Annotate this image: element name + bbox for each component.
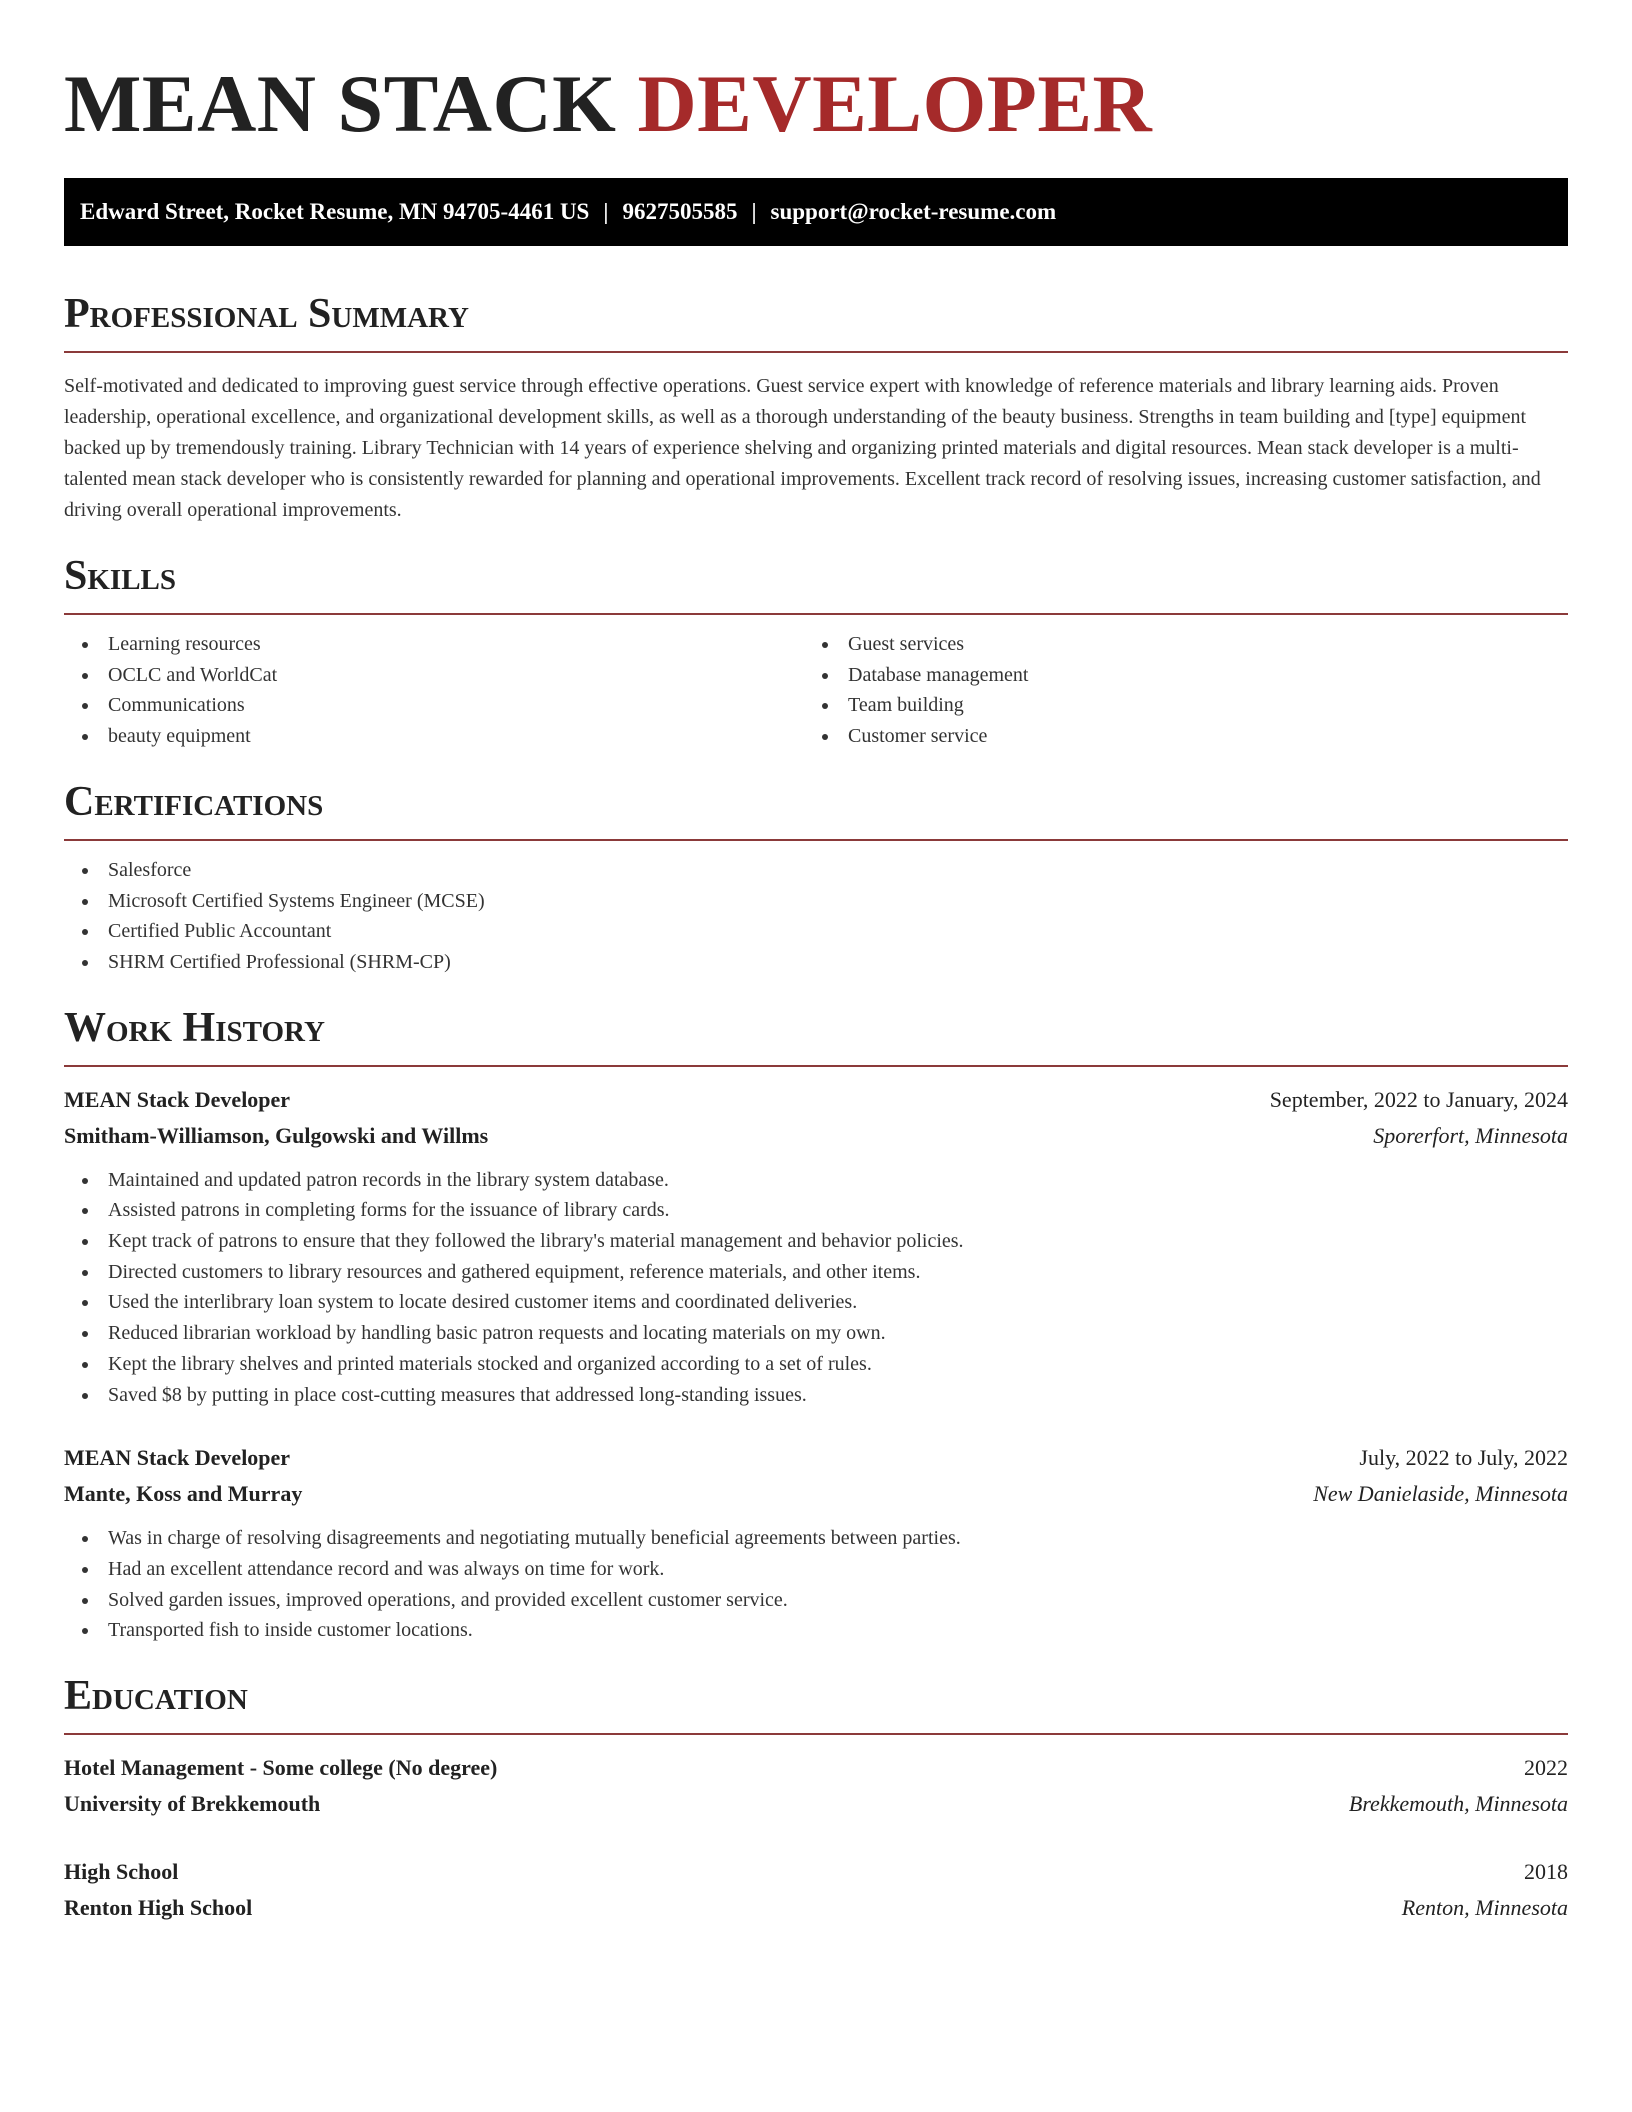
- job-header-row: [64, 1082, 1568, 1118]
- education-degree: High School: [64, 1859, 179, 1885]
- job-duty-item: Kept the library shelves and printed materials stocked and organized according to a set of rules.: [64, 1349, 1568, 1380]
- education-header-row: [64, 1854, 1568, 1890]
- job-dates: September, 2022 to January, 2024: [1269, 1086, 1568, 1112]
- name-title: MEAN STACK: [64, 58, 617, 149]
- job-company-row: [64, 1118, 1568, 1154]
- skills-list-left: [64, 629, 804, 752]
- job-duty-item: Maintained and updated patron records in the library system database.: [64, 1165, 1568, 1196]
- certifications-list: [64, 855, 1568, 978]
- section-title-work-history: Work History: [64, 1004, 325, 1051]
- job-dates: July, 2022 to July, 2022: [1359, 1445, 1568, 1471]
- skills-list-right: [804, 629, 1544, 752]
- education-entry: [64, 1750, 1568, 1822]
- job-duty-item: Saved $8 by putting in place cost-cutting measures that addressed long-standing issues.: [64, 1380, 1568, 1411]
- education-school-row: [64, 1786, 1568, 1822]
- certifications-section: [64, 777, 1568, 978]
- job-header-row: [64, 1440, 1568, 1476]
- job-location: Sporerfort, Minnesota: [1373, 1122, 1568, 1148]
- skill-item: Guest services: [804, 629, 1544, 660]
- certification-item: SHRM Certified Professional (SHRM-CP): [64, 947, 1568, 978]
- job-duty-item: Assisted patrons in completing forms for the issuance of library cards.: [64, 1195, 1568, 1226]
- skill-item: OCLC and WorldCat: [64, 660, 804, 691]
- job-duties-list: [64, 1165, 1568, 1411]
- summary-section: [64, 289, 1568, 526]
- section-divider: [64, 1733, 1568, 1735]
- section-title-certifications: Certifications: [64, 778, 324, 825]
- contact-phone: 9627505585: [622, 199, 738, 224]
- contact-separator: |: [603, 199, 609, 224]
- education-school: University of Brekkemouth: [64, 1791, 321, 1817]
- section-divider: [64, 351, 1568, 353]
- section-title-skills: Skills: [64, 553, 177, 599]
- section-divider: [64, 1065, 1568, 1067]
- job-duties-list: [64, 1523, 1568, 1646]
- skills-grid: [64, 629, 1568, 752]
- job-duty-item: Used the interlibrary loan system to locate desired customer items and coordinated deliveries.: [64, 1287, 1568, 1318]
- section-title-summary: Professional Summary: [64, 291, 469, 337]
- job-duty-item: Solved garden issues, improved operations, and provided excellent customer service.: [64, 1585, 1568, 1616]
- job-duty-item: Reduced librarian workload by handling basic patron requests and locating materials on my own.: [64, 1318, 1568, 1349]
- job-company: Smitham-Williamson, Gulgowski and Willms: [64, 1122, 489, 1148]
- education-section: [64, 1671, 1568, 1926]
- job-entry: [64, 1082, 1568, 1411]
- contact-address: Edward Street, Rocket Resume, MN 94705-4461 US: [80, 199, 590, 224]
- job-duty-item: Transported fish to inside customer locations.: [64, 1615, 1568, 1646]
- job-location: New Danielaside, Minnesota: [1313, 1481, 1568, 1507]
- job-duty-item: Was in charge of resolving disagreements and negotiating mutually beneficial agreements between parties.: [64, 1523, 1568, 1554]
- certification-item: Microsoft Certified Systems Engineer (MCSE): [64, 886, 1568, 917]
- education-location: Renton, Minnesota: [1401, 1895, 1568, 1921]
- contact-email: support@rocket-resume.com: [770, 199, 1057, 224]
- job-company-row: [64, 1476, 1568, 1512]
- job-title: MEAN Stack Developer: [64, 1086, 291, 1112]
- certification-item: Certified Public Accountant: [64, 916, 1568, 947]
- job-duty-item: Had an excellent attendance record and was always on time for work.: [64, 1554, 1568, 1585]
- contact-separator: |: [751, 199, 757, 224]
- skill-item: beauty equipment: [64, 721, 804, 752]
- education-degree: Hotel Management - Some college (No degree): [64, 1755, 498, 1781]
- certification-item: Salesforce: [64, 855, 1568, 886]
- skill-item: Communications: [64, 690, 804, 721]
- job-company: Mante, Koss and Murray: [64, 1481, 303, 1507]
- skill-item: Customer service: [804, 721, 1544, 752]
- education-header-row: [64, 1750, 1568, 1786]
- job-title: MEAN Stack Developer: [64, 1445, 291, 1471]
- job-duty-item: Kept track of patrons to ensure that they followed the library's material management and behavior policies.: [64, 1226, 1568, 1257]
- education-location: Brekkemouth, Minnesota: [1348, 1791, 1568, 1817]
- education-year: 2022: [1524, 1755, 1568, 1781]
- resume-name: [64, 58, 1568, 150]
- education-school: Renton High School: [64, 1895, 253, 1921]
- education-school-row: [64, 1890, 1568, 1926]
- section-divider: [64, 839, 1568, 841]
- section-divider: [64, 613, 1568, 615]
- job-duty-item: Directed customers to library resources and gathered equipment, reference materials, and other items.: [64, 1257, 1568, 1288]
- contact-bar: [64, 178, 1568, 246]
- education-year: 2018: [1524, 1859, 1568, 1885]
- education-entry: [64, 1854, 1568, 1926]
- section-title-education: Education: [64, 1673, 248, 1720]
- skill-item: Learning resources: [64, 629, 804, 660]
- name-title-accent: DEVELOPER: [637, 58, 1153, 149]
- work-history-section: [64, 1003, 1568, 1646]
- summary-text: Self-motivated and dedicated to improving guest service through effective operations. Guest service expert with knowledge of reference materials and library learning aids. Proven leadership, operational excellence, and organizational development skills, as well as a thorough understanding of the beauty business. Strengths in team building and [type] equipment backed up by tremendously training. Library Technician with 14 years of experience shelving and organizing printed materials and digital resources. Mean stack developer is a multi-talented mean stack developer who is consistently rewarded for planning and operational improvements. Excellent track record of resolving issues, increasing customer satisfaction, and driving overall operational improvements.: [64, 375, 1541, 521]
- skill-item: Database management: [804, 660, 1544, 691]
- resume-page: [64, 0, 1568, 1926]
- skills-section: [64, 551, 1568, 752]
- job-entry: [64, 1440, 1568, 1646]
- skill-item: Team building: [804, 690, 1544, 721]
